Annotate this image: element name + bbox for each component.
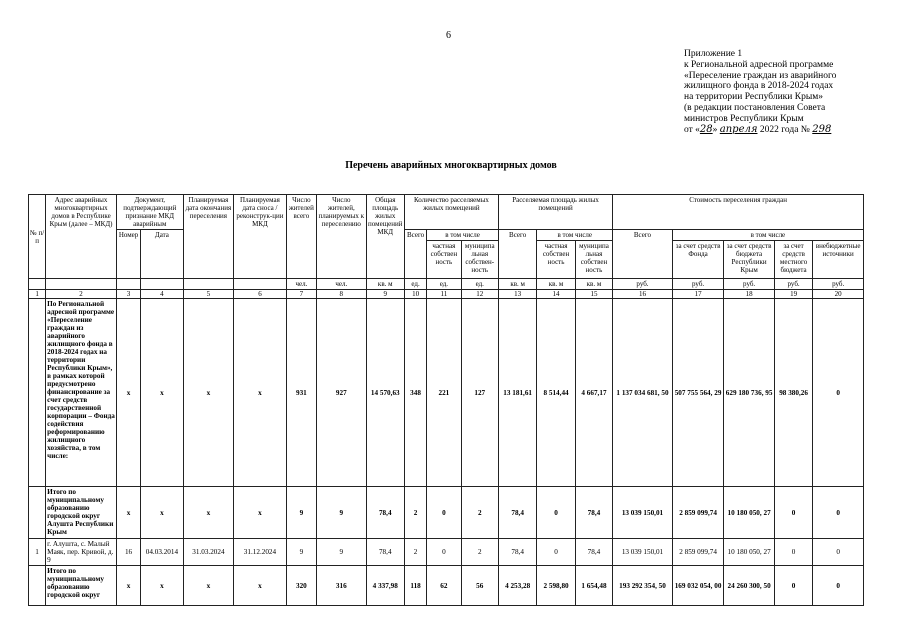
cell-premises-total: 348 (404, 299, 426, 487)
cell-cost-local: 0 (774, 566, 812, 606)
unit-cell: руб. (672, 279, 724, 290)
cell-area-private: 0 (537, 539, 575, 566)
cell-premises-total: 2 (404, 487, 426, 539)
unit-cell (141, 279, 183, 290)
cell-doc-number: х (116, 299, 140, 487)
header-premises-private: частная собствен ность (427, 241, 461, 279)
cell-cost-fund: 2 859 099,74 (672, 487, 724, 539)
cell-cost-total: 13 039 150,01 (613, 487, 673, 539)
cell-planned-demolition: х (234, 566, 287, 606)
cell-premises-private: 62 (427, 566, 461, 606)
column-number-cell: 15 (575, 290, 612, 299)
header-planned-end: Планируемая дата окончания переселения (183, 195, 234, 279)
header-planned-residents: Число жителей, планируемых к переселению (317, 195, 367, 279)
cell-planned-residents: 9 (317, 487, 367, 539)
column-number-cell: 16 (613, 290, 673, 299)
cell-address: Итого по муниципальному образованию городской округ Алушта Республики Крым (46, 487, 117, 539)
column-number-cell: 4 (141, 290, 183, 299)
cell-doc-number: х (116, 566, 140, 606)
cell-cost-local: 0 (774, 539, 812, 566)
unit-cell: руб. (724, 279, 775, 290)
cell-total-area: 14 570,63 (366, 299, 404, 487)
page-number: 6 (446, 30, 451, 41)
header-area-municipal: муниципа льная собствен ность (575, 241, 612, 279)
cell-area-total: 13 181,61 (498, 299, 536, 487)
header-cost-offbudget: внебюджетные источники (813, 241, 864, 279)
header-cost-republic: за счет средств бюджета Республики Крым (724, 241, 775, 279)
appendix-line: к Региональной адресной программе (684, 59, 834, 70)
unit-cell: кв. м (498, 279, 536, 290)
column-number-cell: 9 (366, 290, 404, 299)
cell-premises-total: 2 (404, 539, 426, 566)
resolution-number: 298 (812, 123, 832, 135)
table-row-alushta-total (29, 487, 864, 539)
column-number-cell: 2 (46, 290, 117, 299)
header-premises-including: в том числе (427, 230, 499, 241)
header-cost-total: Всего (613, 230, 673, 279)
column-number-cell: 14 (537, 290, 575, 299)
header-doc-date: Дата (141, 230, 183, 279)
cell-address: По Региональной адресной программе «Переселение граждан из аварийного жилищного фонда в 2018-2024 годах на территории Республики Крым», в рамках которой предусмотрено финансирование за счет средств государственной корпорации – Фонда содействия реформированию жилищного хозяйства, в том числе: (46, 299, 117, 487)
cell-planned-end: х (183, 487, 234, 539)
cell-doc-number: х (116, 487, 140, 539)
unit-cell (234, 279, 287, 290)
column-number-cell: 12 (461, 290, 498, 299)
cell-planned-end: 31.03.2024 (183, 539, 234, 566)
unit-cell: кв. м (366, 279, 404, 290)
cell-residents: 9 (286, 487, 316, 539)
column-number-cell: 1 (29, 290, 46, 299)
header-no: № п/п (29, 195, 46, 279)
cell-area-municipal: 1 654,48 (575, 566, 612, 606)
appendix-date-line (684, 125, 894, 136)
cell-no (29, 487, 46, 539)
unit-cell: ед. (404, 279, 426, 290)
cell-cost-total: 13 039 150,01 (613, 539, 673, 566)
cell-area-municipal: 4 667,17 (575, 299, 612, 487)
cell-planned-residents: 9 (317, 539, 367, 566)
date-day: 28 (699, 123, 713, 135)
cell-no: 1 (29, 539, 46, 566)
houses-table (28, 194, 864, 606)
unit-cell: руб. (774, 279, 812, 290)
cell-cost-local: 98 380,26 (774, 299, 812, 487)
cell-residents: 320 (286, 566, 316, 606)
unit-cell (183, 279, 234, 290)
header-total-area: Общая площадь жилых помещений МКД (366, 195, 404, 279)
date-prefix: от « (684, 124, 700, 135)
column-number-cell: 18 (724, 290, 775, 299)
cell-area-total: 78,4 (498, 539, 536, 566)
cell-area-private: 0 (537, 487, 575, 539)
header-cost: Стоимость переселения граждан (613, 195, 864, 230)
cell-cost-republic: 24 260 300, 50 (724, 566, 775, 606)
cell-residents: 9 (286, 539, 316, 566)
table-row-district-total (29, 566, 864, 606)
cell-premises-municipal: 56 (461, 566, 498, 606)
cell-area-private: 8 514,44 (537, 299, 575, 487)
cell-planned-residents: 927 (317, 299, 367, 487)
cell-address: г. Алушта, с. Малый Маяк, пер. Кривой, д. 9 (46, 539, 117, 566)
cell-planned-demolition: 31.12.2024 (234, 539, 287, 566)
column-number-cell: 11 (427, 290, 461, 299)
cell-premises-total: 118 (404, 566, 426, 606)
cell-total-area: 78,4 (366, 539, 404, 566)
cell-planned-demolition: х (234, 487, 287, 539)
appendix-line: (в редакции постановления Совета (684, 102, 826, 113)
header-doc-number: Номер (116, 230, 140, 279)
unit-cell: кв. м (575, 279, 612, 290)
appendix-line: министров Республики Крым (684, 113, 804, 124)
appendix-line: Приложение 1 (684, 49, 743, 59)
document-title: Перечень аварийных многоквартирных домов (345, 160, 557, 171)
cell-doc-date: 04.03.2014 (141, 539, 183, 566)
unit-cell: руб. (613, 279, 673, 290)
cell-cost-republic: 10 180 050, 27 (724, 539, 775, 566)
cell-cost-fund: 2 859 099,74 (672, 539, 724, 566)
column-number-cell: 17 (672, 290, 724, 299)
cell-cost-total: 193 292 354, 50 (613, 566, 673, 606)
cell-planned-end: х (183, 566, 234, 606)
cell-planned-residents: 316 (317, 566, 367, 606)
cell-premises-municipal: 2 (461, 539, 498, 566)
unit-cell: чел. (286, 279, 316, 290)
table-row-house (29, 539, 864, 566)
cell-doc-number: 16 (116, 539, 140, 566)
unit-cell (29, 279, 46, 290)
cell-residents: 931 (286, 299, 316, 487)
header-area-total: Всего (498, 230, 536, 279)
header-premises-municipal: муниципа льная собствен-ность (461, 241, 498, 279)
header-residents: Число жителей всего (286, 195, 316, 279)
cell-total-area: 78,4 (366, 487, 404, 539)
header-row (29, 195, 864, 230)
header-premises-total: Всего (404, 230, 426, 279)
header-address: Адрес аварийных многоквартирных домов в Республике Крым (далее – МКД) (46, 195, 117, 279)
appendix-note (684, 49, 894, 135)
column-number-cell: 13 (498, 290, 536, 299)
column-number-cell: 5 (183, 290, 234, 299)
cell-no (29, 566, 46, 606)
column-number-cell: 6 (234, 290, 287, 299)
cell-premises-municipal: 127 (461, 299, 498, 487)
cell-planned-demolition: х (234, 299, 287, 487)
column-number-cell: 10 (404, 290, 426, 299)
header-cost-including: в том числе (672, 230, 863, 241)
cell-premises-private: 0 (427, 539, 461, 566)
cell-area-total: 4 253,28 (498, 566, 536, 606)
cell-cost-offbudget: 0 (813, 487, 864, 539)
cell-planned-end: х (183, 299, 234, 487)
column-number-cell: 8 (317, 290, 367, 299)
header-premises-count: Количество расселяемых жилых помещений (404, 195, 498, 230)
unit-cell: кв. м (537, 279, 575, 290)
appendix-line: «Переселение граждан из аварийного (684, 70, 837, 81)
cell-area-total: 78,4 (498, 487, 536, 539)
unit-cell (116, 279, 140, 290)
column-number-cell: 19 (774, 290, 812, 299)
column-number-cell: 3 (116, 290, 140, 299)
appendix-line: на территории Республики Крым» (684, 92, 823, 103)
column-number-cell: 20 (813, 290, 864, 299)
unit-cell: ед. (461, 279, 498, 290)
cell-cost-local: 0 (774, 487, 812, 539)
cell-address: Итого по муниципальному образованию городской округ (46, 566, 117, 606)
unit-cell: чел. (317, 279, 367, 290)
cell-doc-date: х (141, 487, 183, 539)
cell-cost-offbudget: 0 (813, 566, 864, 606)
column-number-cell: 7 (286, 290, 316, 299)
header-area-resettled: Расселяемая площадь жилых помещений (498, 195, 612, 230)
cell-cost-fund: 169 032 054, 00 (672, 566, 724, 606)
cell-premises-municipal: 2 (461, 487, 498, 539)
cell-cost-republic: 10 180 050, 27 (724, 487, 775, 539)
header-area-including: в том числе (537, 230, 613, 241)
header-row (29, 230, 864, 241)
cell-premises-private: 0 (427, 487, 461, 539)
column-numbers-row (29, 290, 864, 299)
cell-cost-offbudget: 0 (813, 539, 864, 566)
cell-cost-total: 1 137 034 681, 50 (613, 299, 673, 487)
date-year: 2022 года № (757, 124, 810, 135)
cell-cost-fund: 507 755 564, 29 (672, 299, 724, 487)
cell-cost-offbudget: 0 (813, 299, 864, 487)
header-planned-demolition: Планируемая дата сноса /реконструк-ции МКД (234, 195, 287, 279)
appendix-line: жилищного фонда в 2018-2024 годах (684, 81, 834, 92)
cell-premises-private: 221 (427, 299, 461, 487)
header-document: Документ, подтверждающий признание МКД аварийным (116, 195, 183, 230)
cell-area-private: 2 598,80 (537, 566, 575, 606)
unit-cell (46, 279, 117, 290)
units-row (29, 279, 864, 290)
cell-doc-date: х (141, 299, 183, 487)
cell-area-municipal: 78,4 (575, 539, 612, 566)
date-mid: » (712, 124, 720, 135)
cell-cost-republic: 629 180 736, 95 (724, 299, 775, 487)
unit-cell: ед. (427, 279, 461, 290)
unit-cell: руб. (813, 279, 864, 290)
header-area-private: частная собствен ность (537, 241, 575, 279)
header-cost-fund: за счет средств Фонда (672, 241, 724, 279)
cell-doc-date: х (141, 566, 183, 606)
cell-area-municipal: 78,4 (575, 487, 612, 539)
header-cost-local: за счет средств местного бюджета (774, 241, 812, 279)
cell-no (29, 299, 46, 487)
table-row-program-total (29, 299, 864, 487)
cell-total-area: 4 337,98 (366, 566, 404, 606)
date-month: апреля (719, 123, 758, 135)
